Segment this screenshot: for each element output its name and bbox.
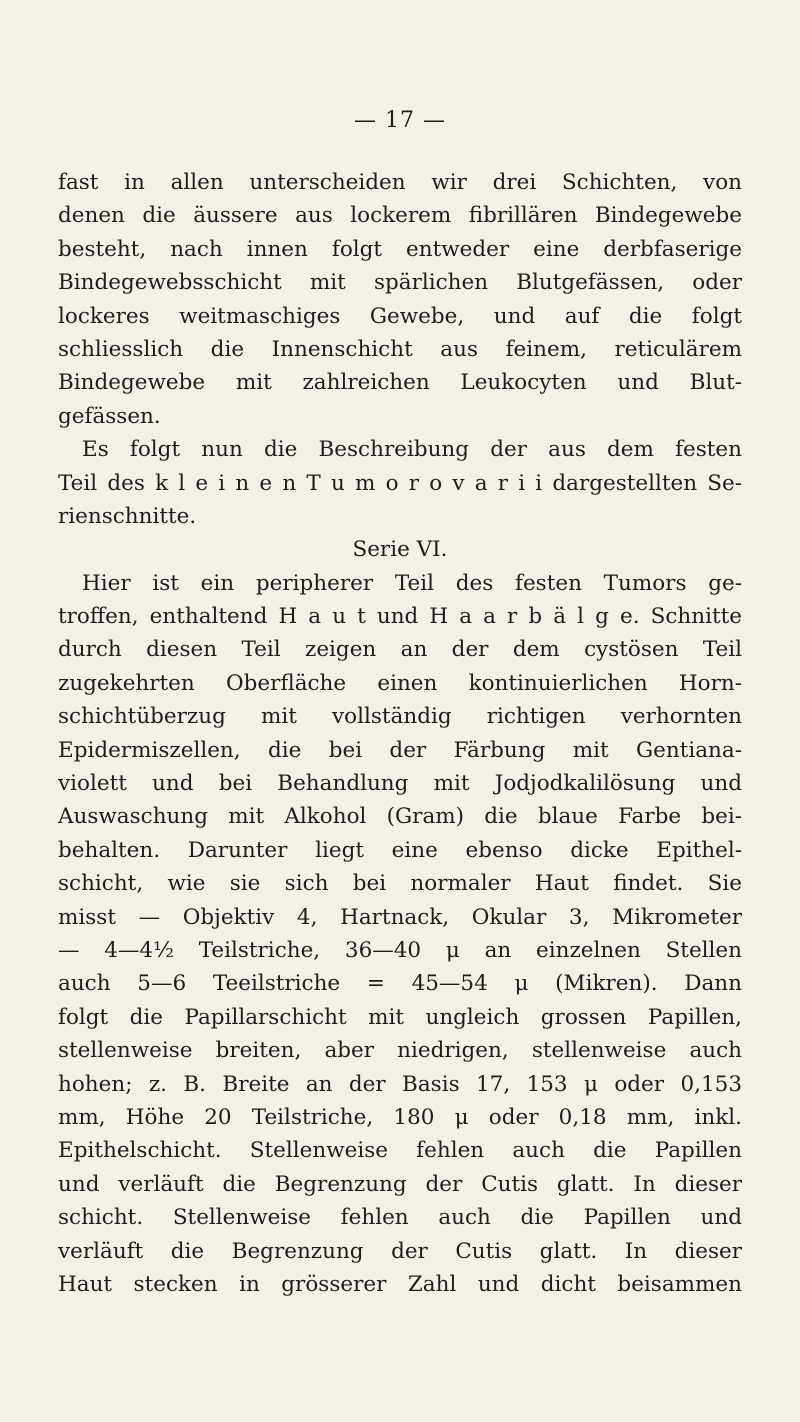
text-line: stellenweise breiten, aber niedrigen, stellenweise auch bbox=[58, 1038, 742, 1064]
text-line: troffen, enthaltend H a u t und H a a r b ä l g e. Schnitte bbox=[58, 604, 742, 630]
text-line: denen die äussere aus lockerem fibrillären Bindegewebe bbox=[58, 203, 742, 229]
text-line: lockeres weitmaschiges Gewebe, und auf die folgt bbox=[58, 303, 742, 329]
text-line: schicht, wie sie sich bei normaler Haut findet. Sie bbox=[58, 871, 742, 897]
text-line: fast in allen unterscheiden wir drei Schichten, von bbox=[58, 170, 742, 195]
text-line: Haut stecken in grösserer Zahl und dicht beisammen bbox=[58, 1271, 742, 1297]
section-heading: Serie VI. bbox=[352, 537, 448, 563]
text-line: hohen; z. B. Breite an der Basis 17, 153 μ oder 0,153 bbox=[58, 1071, 742, 1097]
text-line: folgt die Papillarschicht mit ungleich grossen Papillen, bbox=[58, 1004, 742, 1030]
text-line: Bindegewebe mit zahlreichen Leukocyten und Blut- bbox=[58, 370, 742, 396]
text-line: gefässen. bbox=[58, 403, 161, 429]
text-line: zugekehrten Oberfläche einen kontinuierlichen Horn- bbox=[58, 670, 742, 696]
text-line: und verläuft die Begrenzung der Cutis glatt. In dieser bbox=[58, 1171, 742, 1197]
text-line: Teil des k l e i n e n T u m o r o v a r i i dargestellten Se- bbox=[58, 470, 742, 496]
body-text bbox=[58, 166, 742, 1301]
text-line: schicht. Stellenweise fehlen auch die Papillen und bbox=[58, 1205, 742, 1231]
text-line: schichtüberzug mit vollständig richtigen verhornten bbox=[58, 704, 742, 730]
text-line: Auswaschung mit Alkohol (Gram) die blaue Farbe bei- bbox=[58, 804, 742, 830]
text-line: auch 5—6 Teeilstriche = 45—54 μ (Mikren). Dann bbox=[58, 971, 742, 997]
text-line: — 4—4½ Teilstriche, 36—40 μ an einzelnen Stellen bbox=[58, 937, 742, 963]
text-line: schliesslich die Innenschicht aus feinem, reticulärem bbox=[58, 336, 742, 362]
text-line: besteht, nach innen folgt entweder eine derbfaserige bbox=[58, 236, 742, 262]
text-line: violett und bei Behandlung mit Jodjodkalilösung und bbox=[58, 771, 742, 797]
text-line: Epidermiszellen, die bei der Färbung mit Gentiana- bbox=[58, 737, 742, 763]
text-line: Bindegewebsschicht mit spärlichen Blutgefässen, oder bbox=[58, 270, 742, 296]
text-line: Es folgt nun die Beschreibung der aus dem festen bbox=[82, 437, 742, 463]
text-line: durch diesen Teil zeigen an der dem cystösen Teil bbox=[58, 637, 742, 663]
text-line: mm, Höhe 20 Teilstriche, 180 μ oder 0,18 mm, inkl. bbox=[58, 1104, 742, 1130]
text-line: Epithelschicht. Stellenweise fehlen auch die Papillen bbox=[58, 1138, 742, 1164]
page-number: — 17 — bbox=[354, 108, 446, 133]
text-line: Hier ist ein peripherer Teil des festen Tumors ge- bbox=[82, 570, 742, 596]
text-line: rienschnitte. bbox=[58, 503, 197, 529]
text-line: behalten. Darunter liegt eine ebenso dicke Epithel- bbox=[58, 837, 742, 863]
text-line: verläuft die Begrenzung der Cutis glatt. In dieser bbox=[58, 1238, 742, 1264]
text-line: misst — Objektiv 4, Hartnack, Okular 3, Mikrometer bbox=[58, 904, 742, 930]
